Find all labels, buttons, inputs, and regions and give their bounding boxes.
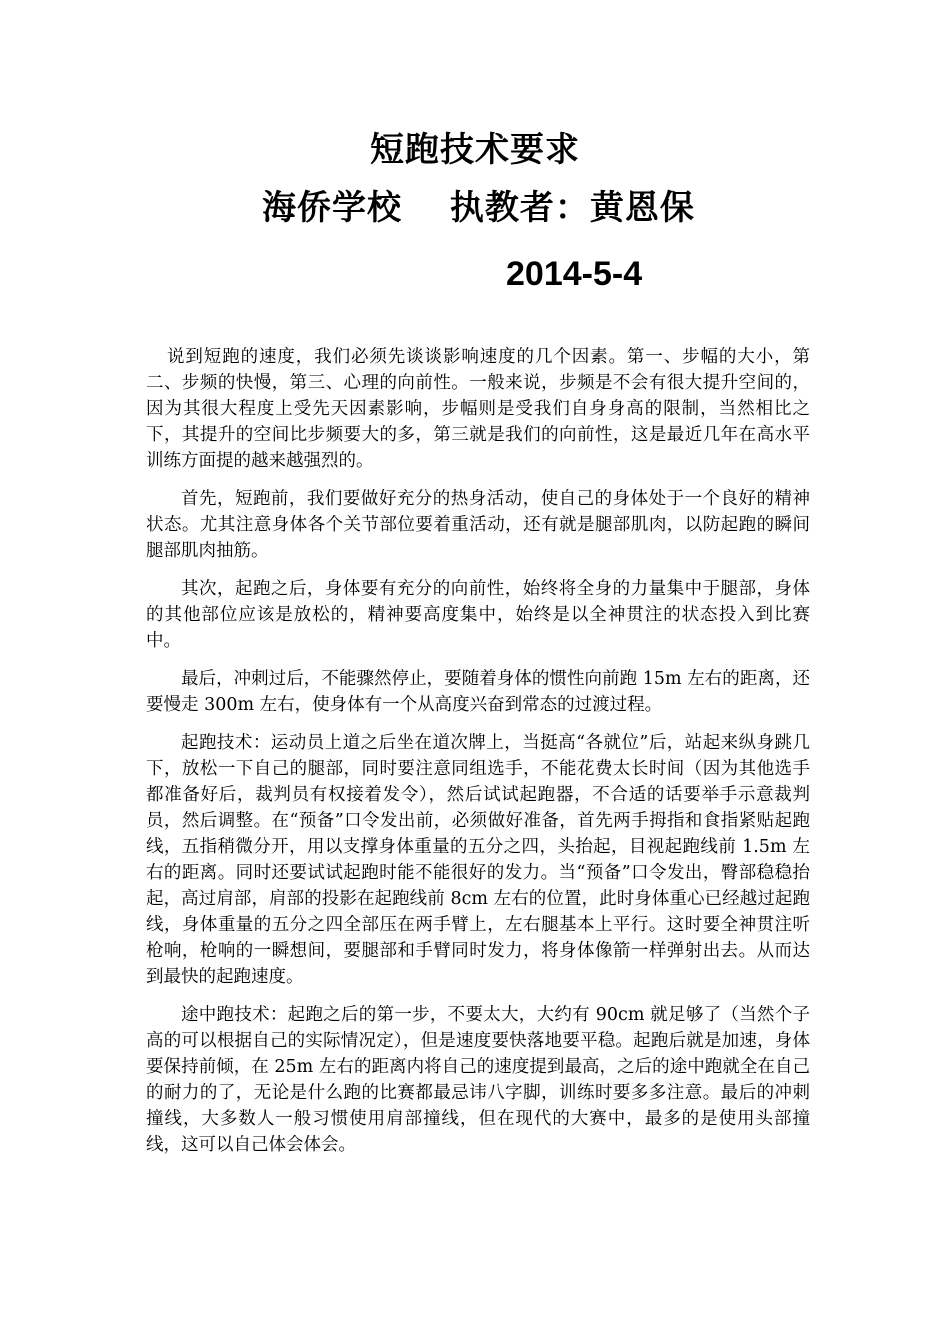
paragraph-cooldown: 最后，冲刺过后，不能骤然停止，要随着身体的惯性向前跑 15m 左右的距离，还要慢走 300m 左右，使身体有一个从高度兴奋到常态的过渡过程。 [146,669,810,715]
document-body [146,344,810,1170]
paragraph-after-start: 其次，起跑之后，身体要有充分的向前性，始终将全身的力量集中于腿部，身体的其他部位应该是放松的，精神要高度集中，始终是以全神贯注的状态投入到比赛中。 [146,579,810,651]
document-subtitle: 海侨学校 执教者：黄恩保 [262,188,695,228]
paragraph-warmup: 首先，短跑前，我们要做好充分的热身活动，使自己的身体处于一个良好的精神状态。尤其注意身体各个关节部位要着重活动，还有就是腿部肌肉，以防起跑的瞬间腿部肌肉抽筋。 [146,489,810,561]
paragraph-start-technique: 起跑技术：运动员上道之后坐在道次牌上，当挺高“各就位”后，站起来纵身跳几下，放松一下自己的腿部，同时要注意同组选手，不能花费太长时间（因为其他选手都准备好后，裁判员有权接着发令），然后试试起跑器，不合适的话要举手示意裁判员，然后调整。在“预备”口令发出前，必须做好准备，首先两手拇指和食指紧贴起跑线，五指稍微分开，用以支撑身体重量的五分之四，头抬起，目视起跑线前 1.5m 左右的距离。同时还要试试起跑时能不能很好的发力。当“预备”口令发出，臀部稳稳抬起，高过肩部，肩部的投影在起跑线前 8cm 左右的位置，此时身体重心已经越过起跑线，身体重量的五分之四全部压在两手臂上，左右腿基本上平行。这时要全神贯注听枪响，枪响的一瞬想间，要腿部和手臂同时发力，将身体像箭一样弹射出去。从而达到最快的起跑速度。 [146,733,810,987]
paragraph-midrace-technique: 途中跑技术：起跑之后的第一步，不要太大，大约有 90cm 就足够了（当然个子高的可以根据自己的实际情况定），但是速度要快落地要平稳。起跑后就是加速，身体要保持前倾，在 25m 左右的距离内将自己的速度提到最高，之后的途中跑就全在自己的耐力的了，无论是什么跑的比赛都最忌讳八字脚，训练时要多多注意。最后的冲刺撞线，大多数人一般习惯使用肩部撞线，但在现代的大赛中，最多的是使用头部撞线，这可以自己体会体会。 [146,1005,810,1155]
document-title: 短跑技术要求 [370,130,580,170]
paragraph-intro: 说到短跑的速度，我们必须先谈谈影响速度的几个因素。第一、步幅的大小，第二、步频的快慢，第三、心理的向前性。一般来说，步频是不会有很大提升空间的，因为其很大程度上受先天因素影响，步幅则是受我们自身身高的限制，当然相比之下，其提升的空间比步频要大的多，第三就是我们的向前性，这是最近几年在高水平训练方面提的越来越强烈的。 [146,347,810,471]
document-date: 2014-5-4 [506,255,643,293]
